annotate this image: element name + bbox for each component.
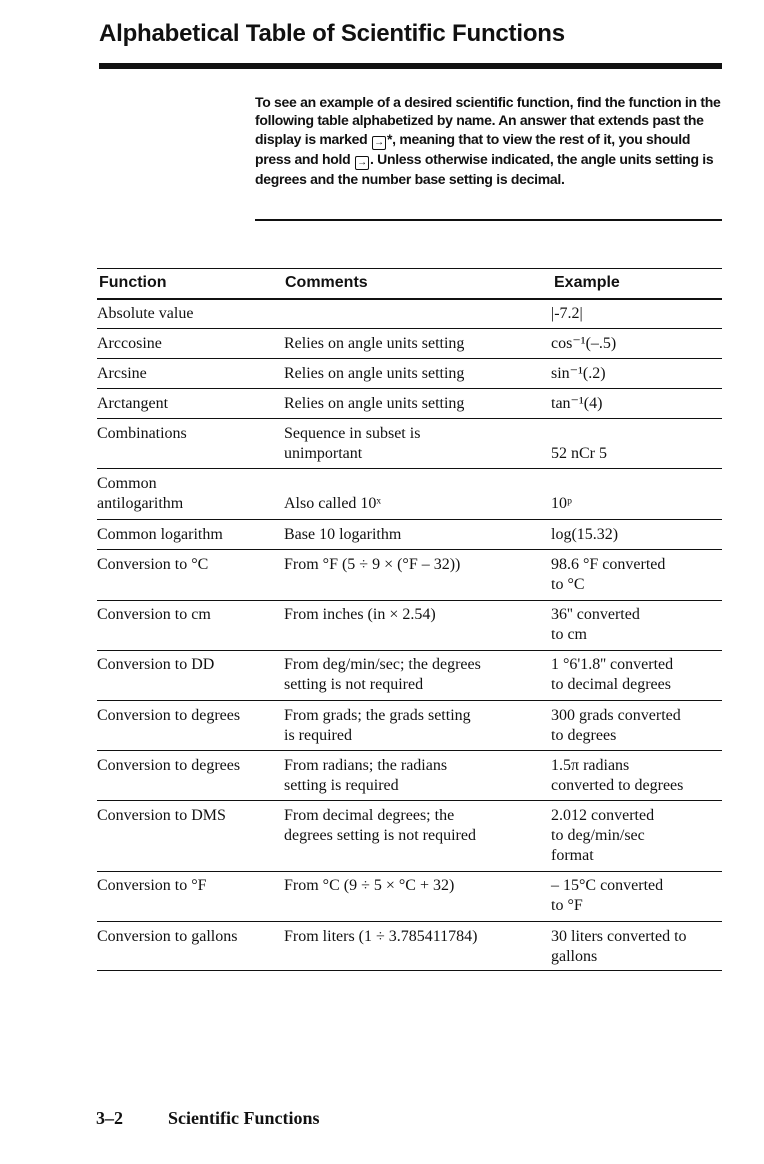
cell-function: Conversion to gallons — [97, 928, 238, 945]
row-rule — [97, 650, 722, 651]
cell-example: 30 liters converted to gallons — [551, 928, 687, 965]
cell-function: Conversion to degrees — [97, 707, 241, 724]
cell-function: Conversion to DD — [97, 656, 215, 673]
cell-example: – 15°C converted to °F — [551, 877, 664, 914]
row-rule — [97, 328, 722, 329]
table-header-rule — [97, 298, 722, 300]
intro-text-part1: To see an example of a desired scientific function, find the function in the following table alphabetized by name. An answer that extends past the display is marked — [255, 94, 721, 147]
cell-comments: From liters (1 ÷ 3.785411784) — [284, 928, 478, 945]
table-header — [97, 272, 722, 298]
cell-function: Combinations — [97, 425, 187, 442]
header-function: Function — [99, 274, 167, 291]
cell-comments: Base 10 logarithm — [284, 526, 402, 543]
cell-function: Arccosine — [97, 335, 162, 352]
cell-comments: Relies on angle units setting — [284, 365, 465, 382]
row-rule — [97, 388, 722, 389]
row-rule — [97, 600, 722, 601]
page-number: 3–2 — [96, 1108, 123, 1128]
cell-example: 1 °6'1.8'' converted to decimal degrees — [551, 656, 674, 693]
intro-rule — [255, 219, 722, 221]
table-top-rule — [97, 268, 722, 269]
row-rule — [97, 519, 722, 520]
cell-example: 10ᵖ — [551, 495, 572, 512]
intro-text-part2: *, meaning that to view the rest of it, you should press and hold — [255, 130, 691, 167]
page-title: Alphabetical Table of Scientific Functions — [99, 20, 565, 47]
cell-function: Absolute value — [97, 305, 194, 322]
row-rule — [97, 700, 722, 701]
row-rule — [97, 358, 722, 359]
cell-comments: From radians; the radians setting is required — [284, 757, 448, 794]
row-rule — [97, 970, 722, 971]
cell-example: tan⁻¹(4) — [551, 395, 603, 412]
cell-comments: Relies on angle units setting — [284, 335, 465, 352]
header-comments: Comments — [285, 274, 368, 291]
cell-comments: Also called 10ˣ — [284, 495, 382, 512]
cell-comments: Sequence in subset is unimportant — [284, 425, 421, 462]
cell-example: cos⁻¹(–.5) — [551, 335, 617, 352]
cell-example: 36'' converted to cm — [551, 606, 640, 643]
cell-comments: From grads; the grads setting is required — [284, 707, 471, 744]
row-rule — [97, 468, 722, 469]
cell-comments: From °F (5 ÷ 9 × (°F – 32)) — [284, 556, 461, 573]
row-rule — [97, 750, 722, 751]
right-arrow-key-icon: → — [372, 136, 386, 150]
page-footer — [96, 1108, 320, 1129]
cell-example: log(15.32) — [551, 526, 619, 543]
row-rule — [97, 418, 722, 419]
cell-function: Conversion to DMS — [97, 807, 226, 824]
header-example: Example — [554, 274, 620, 291]
title-rule — [99, 63, 722, 69]
cell-example: 98.6 °F converted to °C — [551, 556, 666, 593]
cell-function: Arctangent — [97, 395, 169, 412]
cell-function: Conversion to °C — [97, 556, 209, 573]
cell-comments: From deg/min/sec; the degrees setting is not required — [284, 656, 481, 693]
cell-example: 52 nCr 5 — [551, 445, 607, 462]
row-rule — [97, 549, 722, 550]
cell-example: 2.012 converted to deg/min/sec format — [551, 807, 655, 864]
cell-example: 1.5π radians converted to degrees — [551, 757, 684, 794]
intro-text-part3: . Unless otherwise indicated, the angle units setting is degrees and the number base setting is decimal. — [255, 150, 714, 187]
row-rule — [97, 921, 722, 922]
row-rule — [97, 800, 722, 801]
cell-function: Arcsine — [97, 365, 147, 382]
cell-example: sin⁻¹(.2) — [551, 365, 606, 382]
footer-section-title: Scientific Functions — [168, 1108, 320, 1128]
intro-paragraph — [255, 93, 723, 188]
cell-function: Conversion to degrees — [97, 757, 241, 774]
cell-function: Common logarithm — [97, 526, 223, 543]
row-rule — [97, 871, 722, 872]
cell-example: |-7.2| — [551, 305, 583, 322]
cell-comments: Relies on angle units setting — [284, 395, 465, 412]
cell-function: Common antilogarithm — [97, 475, 184, 512]
right-arrow-key-icon-2: → — [355, 156, 369, 170]
cell-comments: From °C (9 ÷ 5 × °C + 32) — [284, 877, 455, 894]
cell-example: 300 grads converted to degrees — [551, 707, 681, 744]
cell-function: Conversion to °F — [97, 877, 207, 894]
cell-function: Conversion to cm — [97, 606, 211, 623]
cell-comments: From inches (in × 2.54) — [284, 606, 436, 623]
cell-comments: From decimal degrees; the degrees setting is not required — [284, 807, 476, 844]
